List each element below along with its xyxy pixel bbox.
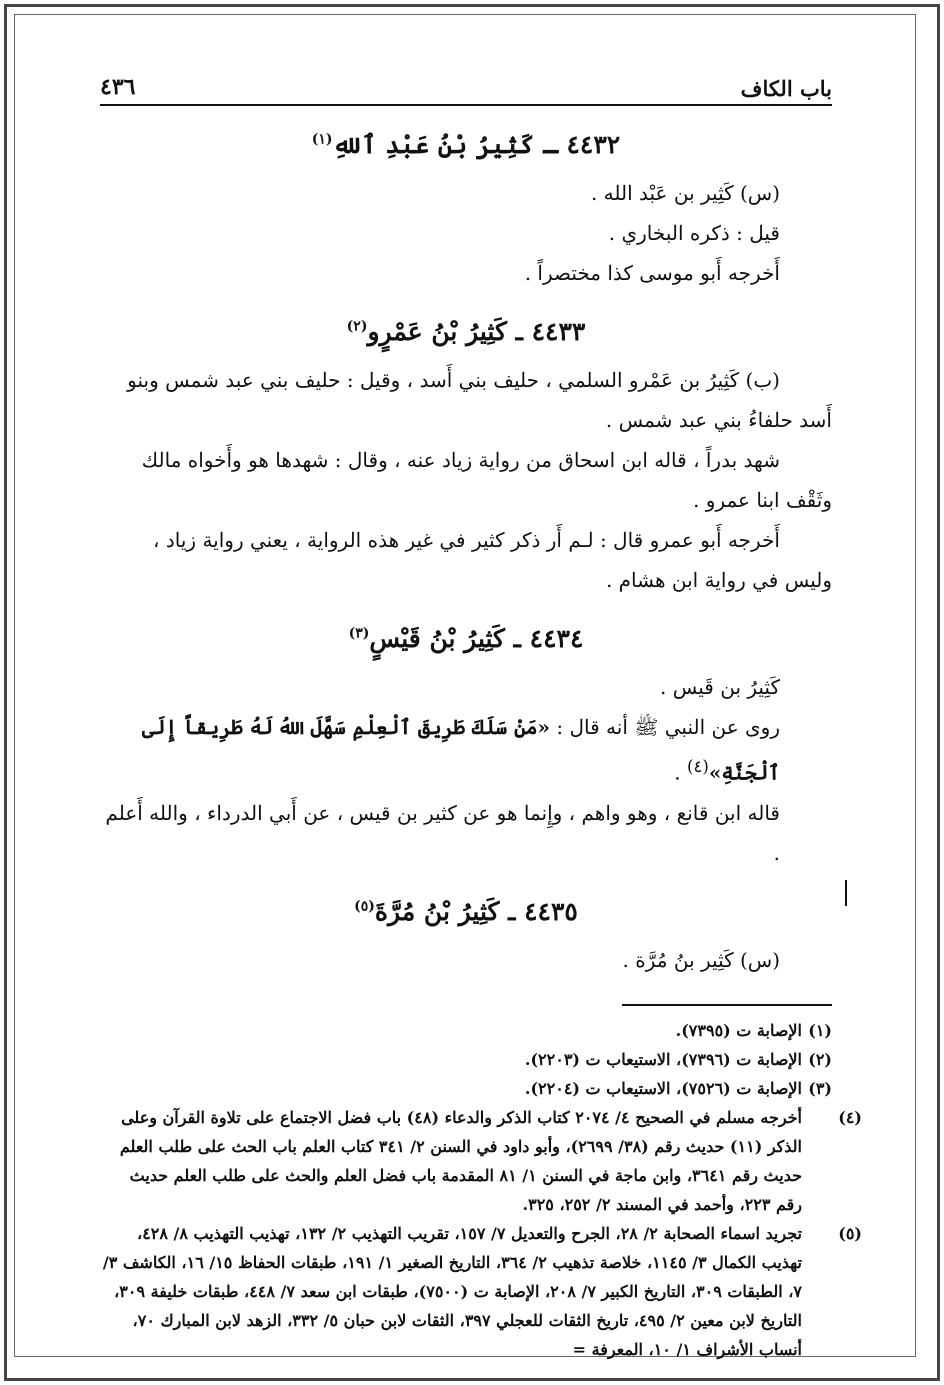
entry-line: قيل : ذكره البخاري .: [608, 221, 780, 245]
margin-mark: [845, 880, 847, 906]
page-content: [100, 70, 862, 1359]
entry-paragraph: (ب) كَثِيرُ بن عَمْرو السلمي ، حليف بني أَسد ، وقيل : حليف بني عبد شمس وبنو أَسد حلفاءُ بني عبد شمس .: [127, 368, 832, 432]
entry-line: (س) كَثِير بنُ مُرَّة .: [622, 947, 780, 972]
footnote-ref: (٢): [346, 318, 368, 335]
page-number: ٤٣٦: [100, 74, 136, 100]
entry-title-4433: ٤٤٣٣ ـ كَثِيرُ بْنُ عَمْرٍو$^{(٢)}$: [346, 317, 586, 346]
entry-title-4434: ٤٤٣٤ ـ كَثِيرُ بْنُ قَيْسٍ$^{(٣)}$: [348, 624, 584, 653]
entry-line: قاله ابن قانع ، وهو واهم ، وإِنما هو عن كثير بن قيس ، عن أَبي الدرداء ، والله أَعلم .: [105, 800, 780, 865]
entry-paragraph: شهد بدراً ، قاله ابن اسحاق من رواية زياد عنه ، وقال : شهدها هو وأَخواه مالك وثَقْف ابنا عمرو .: [141, 448, 832, 512]
footnote: (٣)الإصابة ت (٧٥٢٦)، الاستيعاب ت (٢٢٠٤).: [524, 1078, 832, 1098]
footnote: (٤)أخرجه مسلم في الصحيح ٤/ ٢٠٧٤ كتاب الذكر والدعاء (٤٨) باب فضل الاجتماع على تلاوة القرآن وعلى الذكر (١١) حديث رقم (٣٨/ ٢٦٩٩)، وأبو داود في السنن ٢/ ٣٤١ كتاب العلم باب الحث على طلب العلم حديث رقم ٣٦٤١، وابن ماجة في السنن ١/ ٨١ المقدمة باب فضل العلم والحث على طلب العلم حديث رقم ٢٢٣، وأحمد في المسند ٢/ ٢٥٢، ٣٢٥.: [119, 1107, 862, 1214]
footnote-ref: (٣): [348, 625, 370, 642]
footnote-ref: (٥): [354, 898, 375, 915]
running-head: [100, 70, 832, 106]
hadith-quote: «مَنْ سَلَكَ طَرِيقَ ٱلْعِلْمِ سَهَّلَ اللهُ لَهُ طَرِيقاً إِلَى ٱلْجَنَّةِ»: [142, 715, 780, 785]
entry-line: كَثِيرُ بن قَيس .: [660, 675, 780, 699]
entry-title-4435: ٤٤٣٥ ـ كَثِيرُ بْنُ مُرَّةَ$^{(٥)}$: [354, 896, 578, 926]
entry-line: أَخرجه أَبو موسى كذا مختصراً .: [524, 261, 780, 285]
footnote-ref: (٤): [686, 757, 709, 776]
footnote: (١)الإصابة ت (٧٣٩٥).: [675, 1020, 832, 1040]
hadith-line: روى عن النبي ﷺ أنه قال : «مَنْ سَلَكَ طَرِيقَ ٱلْعِلْمِ سَهَّلَ اللهُ لَهُ طَرِيقاً إِلَى ٱلْجَنَّةِ»$^{(٤)}$ .: [142, 715, 780, 785]
entry-paragraph: أَخرجه أَبو عمرو قال : لـم أَر ذكر كثير في غير هذه الرواية ، يعني رواية زياد ، وليس في رواية ابن هشام .: [153, 528, 832, 592]
footnote: (٥)تجريد اسماء الصحابة ٢/ ٢٨، الجرح والتعديل ٧/ ١٥٧، تقريب التهذيب ٢/ ١٣٢، تهذيب التهذيب ٨/ ٤٢٨، تهذيب الكمال ٣/ ١١٤٥، خلاصة تذهيب ٢/ ٣٦٤، التاريخ الصغير ١/ ١٩١، طبقات الحفاظ ١٥/ ١٦، الكاشف ٣/ ٧، الطبقات ٣٠٩، التاريخ الكبير ٧/ ٢٠٨، الإصابة ت (٧٥٠٠)، طبقات ابن سعد ٧/ ٤٤٨، طبقات خليفة ٣٠٩، التاريخ لابن معين ٢/ ٤٩٥، تاريخ الثقات للعجلي ٣٩٧، الثقات لابن حبان ٥/ ٣٣٢، الزهد لابن المبارك ٧٠، أنساب الأشراف ١/ ١٠، المعرفة =: [102, 1223, 862, 1359]
entry-title-4432: ٤٤٣٢ ـ كَثِيرُ بْنُ عَبْدِ ٱللهِ$^{(١)}$: [311, 130, 621, 159]
chapter-title: باب الكاف: [740, 76, 832, 101]
entry-line: (س) كَثِير بن عَبْد الله .: [590, 181, 780, 205]
footnote-rule: [622, 1004, 832, 1006]
footnote: (٢)الإصابة ت (٧٣٩٦)، الاستيعاب ت (٢٢٠٣).: [524, 1049, 832, 1069]
footnote-ref: (١): [311, 131, 333, 148]
